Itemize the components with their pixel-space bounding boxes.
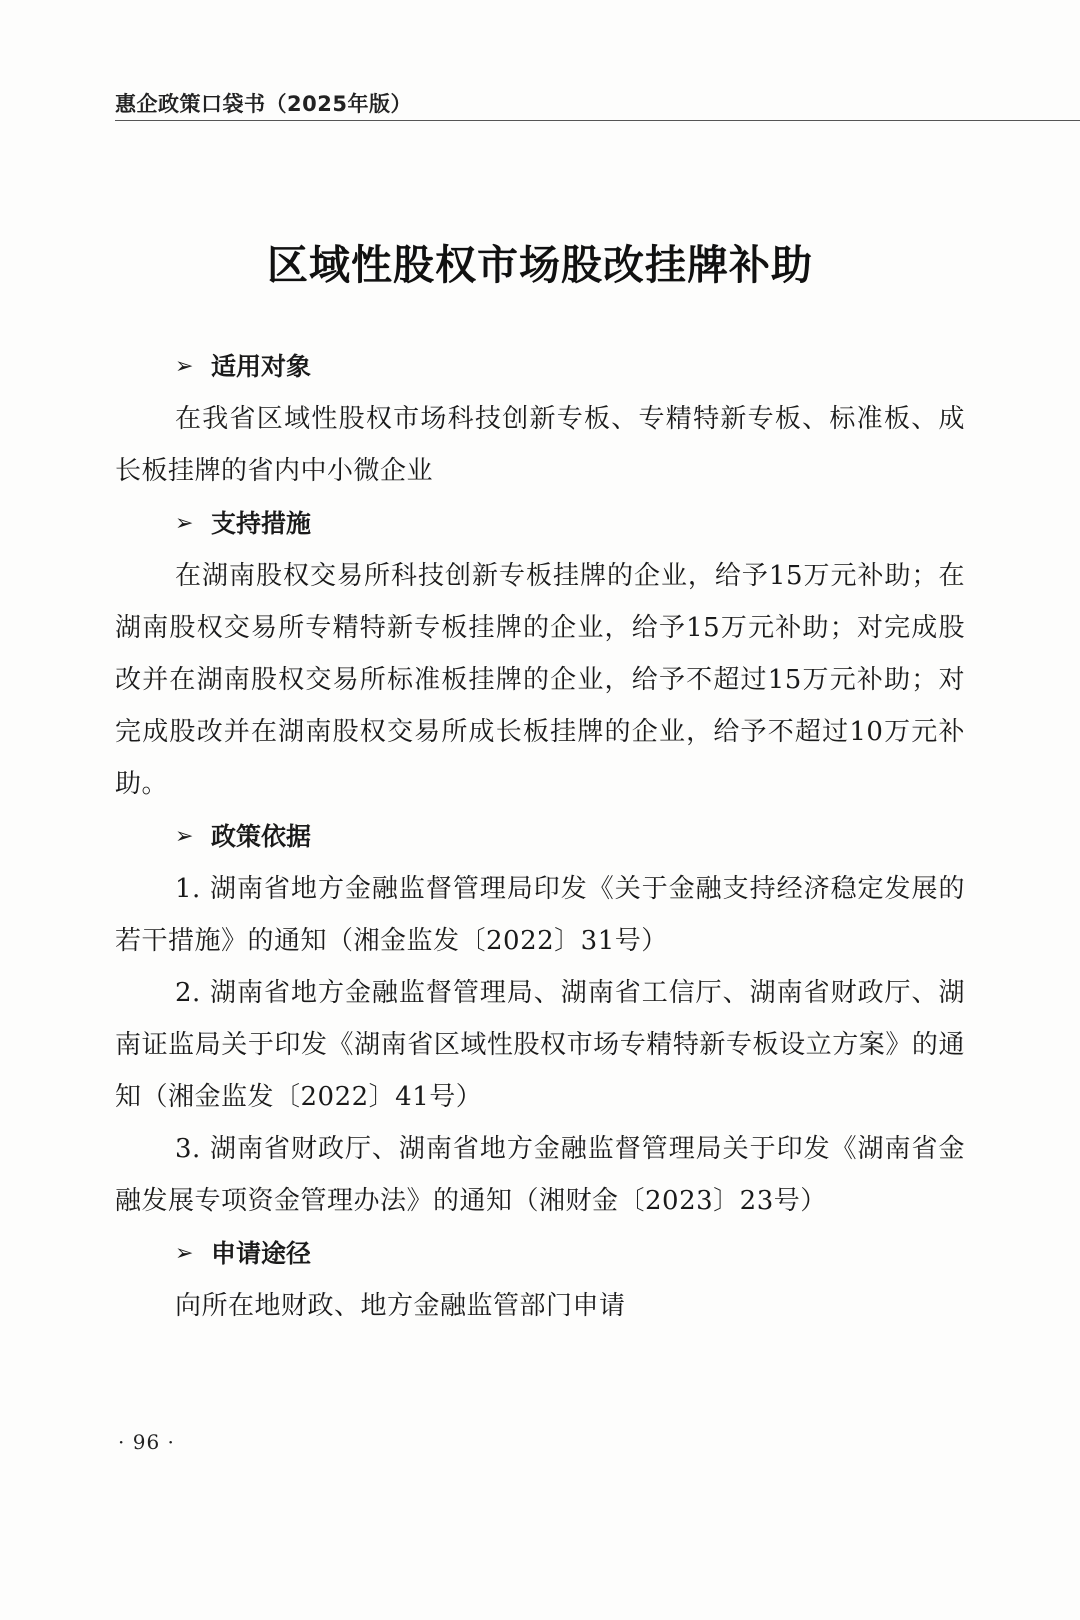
section-applicable-objects <box>115 340 965 497</box>
section-heading-label: 申请途径 <box>211 1239 312 1268</box>
section-heading-label: 政策依据 <box>211 822 312 851</box>
section-heading <box>115 1227 965 1280</box>
policy-item: 2. 湖南省地方金融监督管理局、湖南省工信厅、湖南省财政厅、湖南证监局关于印发《湖南省区域性股权市场专精特新专板设立方案》的通知（湘金监发〔2022〕41号） <box>115 978 965 1112</box>
paragraph: 在湖南股权交易所科技创新专板挂牌的企业，给予15万元补助；在湖南股权交易所专精特新专板挂牌的企业，给予15万元补助；对完成股改并在湖南股权交易所标准板挂牌的企业，给予不超过15万元补助；对完成股改并在湖南股权交易所成长板挂牌的企业，给予不超过10万元补助。 <box>115 561 965 799</box>
running-header-title: 惠企政策口袋书（2025年版） <box>115 92 412 116</box>
section-heading <box>115 340 965 393</box>
section-heading-label: 适用对象 <box>211 352 312 381</box>
section-support-measures <box>115 497 965 810</box>
arrow-right-icon: ➢ <box>175 1241 194 1266</box>
section-heading <box>115 497 965 550</box>
policy-item: 1. 湖南省地方金融监督管理局印发《关于金融支持经济稳定发展的若干措施》的通知（湘金监发〔2022〕31号） <box>115 874 965 956</box>
page-number: · 96 · <box>118 1430 175 1454</box>
paragraph: 向所在地财政、地方金融监管部门申请 <box>175 1291 626 1321</box>
header-divider <box>115 120 1080 121</box>
section-heading <box>115 810 965 863</box>
section-application-channel <box>115 1227 965 1332</box>
page-title: 区域性股权市场股改挂牌补助 <box>267 241 813 289</box>
arrow-right-icon: ➢ <box>175 511 194 536</box>
section-policy-basis <box>115 810 965 1227</box>
policy-item: 3. 湖南省财政厅、湖南省地方金融监督管理局关于印发《湖南省金融发展专项资金管理办法》的通知（湘财金〔2023〕23号） <box>115 1134 965 1216</box>
section-heading-label: 支持措施 <box>211 509 312 538</box>
arrow-right-icon: ➢ <box>175 354 194 379</box>
paragraph: 在我省区域性股权市场科技创新专板、专精特新专板、标准板、成长板挂牌的省内中小微企业 <box>115 404 965 486</box>
content-body <box>115 340 965 1332</box>
arrow-right-icon: ➢ <box>175 824 194 849</box>
